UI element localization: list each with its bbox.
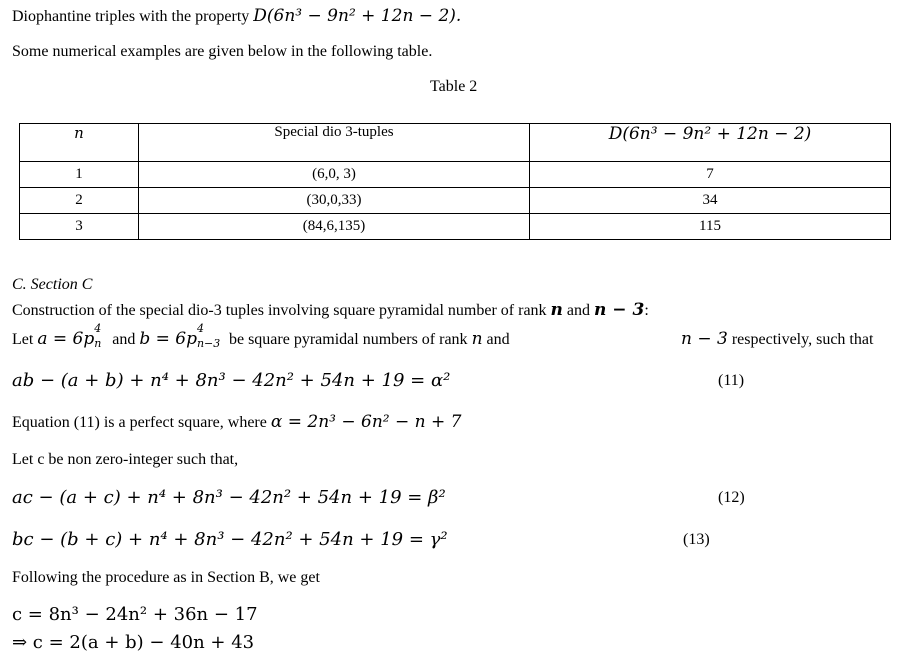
- perfect-text: Equation (11) is a perfect square, where: [12, 414, 271, 431]
- let-line: [12, 322, 510, 350]
- let-rank-n: n: [471, 329, 483, 349]
- cell-n: 3: [20, 214, 139, 240]
- let-c-line: Let c be non zero-integer such that,: [12, 451, 239, 468]
- cell-value: 115: [530, 214, 891, 240]
- let-a-indices: 4 n: [94, 322, 102, 350]
- cell-tuple: (30,0,33): [139, 188, 530, 214]
- table-row: [20, 162, 891, 188]
- construction-and: and: [562, 302, 595, 319]
- construction-line: [12, 300, 649, 320]
- intro-line-1-text: Diophantine triples with the property: [12, 8, 254, 25]
- equation-13-number: (13): [683, 531, 710, 548]
- equation-12-number: (12): [718, 489, 745, 506]
- let-right-text: respectively, such that: [727, 331, 874, 348]
- perfect-math: α = 2n³ − 6n² − n + 7: [270, 412, 462, 432]
- let-right-math: n − 3: [681, 329, 728, 349]
- table-header-row: [20, 124, 891, 162]
- header-property: D(6n³ − 9n² + 12n − 2): [530, 124, 891, 162]
- let-b-indices: 4 n−3: [196, 322, 221, 350]
- cell-value: 34: [530, 188, 891, 214]
- let-and: and: [108, 331, 140, 348]
- section-heading: C. Section C: [12, 276, 93, 293]
- equation-11: ab − (a + b) + n⁴ + 8n³ − 42n² + 54n + 19 = α²: [12, 370, 451, 391]
- construction-n: n: [550, 300, 563, 320]
- construction-n3: n − 3: [594, 300, 645, 320]
- cell-tuple: (84,6,135): [139, 214, 530, 240]
- data-table: [19, 123, 891, 240]
- intro-line-1: [12, 6, 461, 26]
- perfect-square-line: [12, 412, 461, 432]
- header-tuples: Special dio 3-tuples: [139, 124, 530, 162]
- c-equation: c = 8n³ − 24n² + 36n − 17: [12, 604, 258, 625]
- table-row: [20, 188, 891, 214]
- equation-12: ac − (a + c) + n⁴ + 8n³ − 42n² + 54n + 19 = β²: [12, 487, 446, 508]
- cell-n: 1: [20, 162, 139, 188]
- c-equation-2: ⇒ c = 2(a + b) − 40n + 43: [12, 632, 255, 653]
- table-caption: Table 2: [430, 78, 478, 95]
- construction-colon: :: [644, 302, 649, 319]
- construction-text: Construction of the special dio-3 tuples involving square pyramidal number of rank: [12, 302, 551, 319]
- let-line-right: [681, 329, 873, 349]
- intro-line-1-math: D(6n³ − 9n² + 12n − 2).: [253, 6, 462, 26]
- cell-tuple: (6,0, 3): [139, 162, 530, 188]
- equation-13: bc − (b + c) + n⁴ + 8n³ − 42n² + 54n + 19 = γ²: [12, 529, 448, 550]
- let-b: b = 6p: [139, 329, 197, 349]
- table-row: [20, 214, 891, 240]
- let-prefix: Let: [12, 331, 38, 348]
- let-and2: and: [482, 331, 510, 348]
- cell-value: 7: [530, 162, 891, 188]
- equation-11-number: (11): [718, 372, 745, 389]
- header-n: n: [20, 124, 139, 162]
- intro-line-2: Some numerical examples are given below in the following table.: [12, 43, 433, 60]
- let-a: a = 6p: [37, 329, 95, 349]
- cell-n: 2: [20, 188, 139, 214]
- let-suffix: be square pyramidal numbers of rank: [224, 331, 472, 348]
- following-line: Following the procedure as in Section B, we get: [12, 569, 320, 586]
